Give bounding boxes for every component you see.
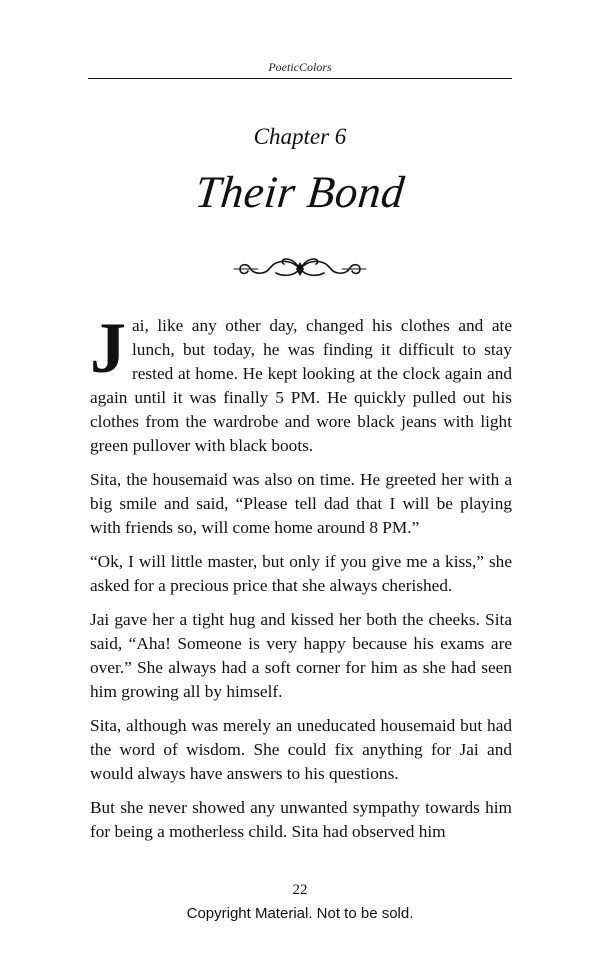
paragraph: Jai gave her a tight hug and kissed her both the cheeks. Sita said, “Aha! Someone is very happy because his exams are over.” She always had a soft corner for him as she had seen him growing all by himself. xyxy=(90,610,512,701)
paragraph: Sita, although was merely an uneducated housemaid but had the word of wisdom. She could fix anything for Jai and would always have answers to his questions. xyxy=(90,716,512,783)
paragraph xyxy=(90,308,512,458)
paragraph: “Ok, I will little master, but only if you give me a kiss,” she asked for a precious price that she always cherished. xyxy=(90,552,512,595)
copyright-notice: Copyright Material. Not to be sold. xyxy=(186,905,414,922)
body-text xyxy=(90,308,512,854)
paragraph-text: ai, like any other day, changed his clothes and ate lunch, but today, he was finding it difficult to stay rested at home. He kept looking at the clock again and again until it was finally 5 PM. He quickly pulled out his clothes from the wardrobe and wore black jeans with light green pullover with black boots. xyxy=(90,316,512,455)
flourish-divider-icon xyxy=(230,254,370,284)
paragraph: But she never showed any unwanted sympathy towards him for being a motherless child. Sita had observed him xyxy=(90,798,512,841)
header-rule xyxy=(88,78,512,79)
page-number: 22 xyxy=(292,882,308,898)
drop-cap: J xyxy=(90,308,126,388)
paragraph: Sita, the housemaid was also on time. He greeted her with a big smile and said, “Please tell dad that I will be playing with friends so, will come home around 8 PM.” xyxy=(90,470,512,537)
running-header: PoeticColors xyxy=(268,60,332,74)
chapter-title: Their Bond xyxy=(192,167,408,217)
chapter-label: Chapter 6 xyxy=(253,124,347,149)
